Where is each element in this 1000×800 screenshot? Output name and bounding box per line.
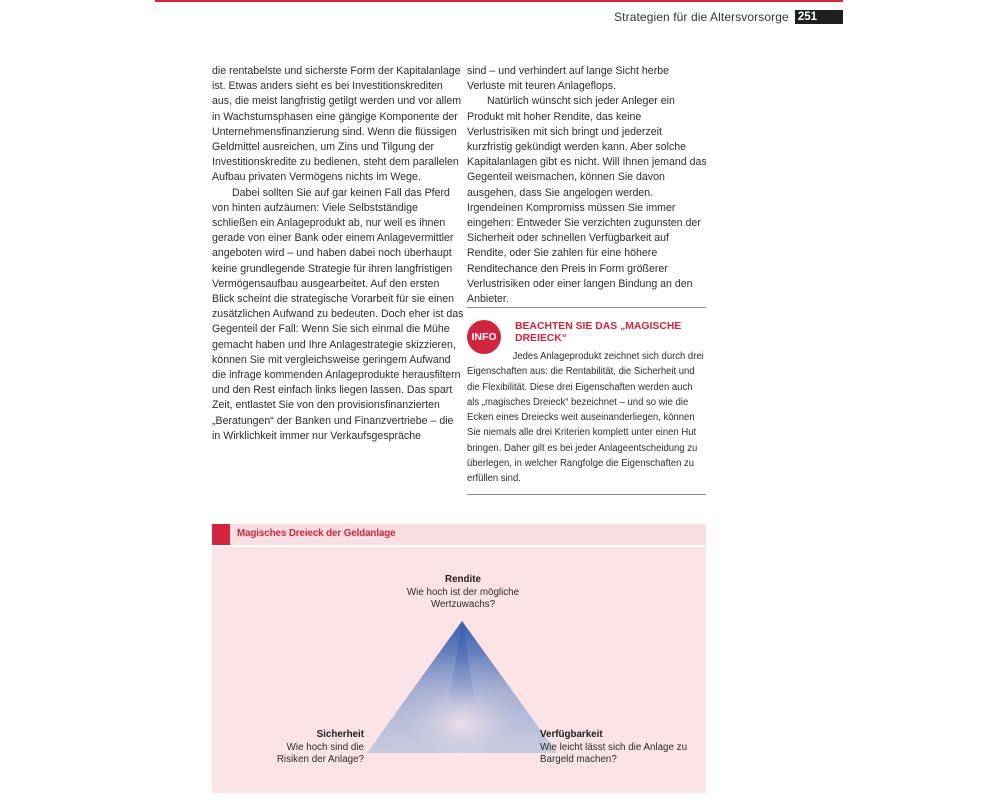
paragraph: sind – und verhindert auf lange Sicht herbe Verluste mit teuren Anlageflops. (467, 65, 670, 93)
vertex-label-sicherheit (252, 729, 364, 767)
running-head (614, 10, 843, 24)
vertex-title: Sicherheit (316, 729, 364, 740)
info-box (467, 307, 706, 495)
top-rule (155, 0, 843, 2)
vertex-label-rendite (388, 574, 538, 612)
info-badge: INFO (467, 320, 501, 354)
paragraph: die rentabelste und sicherste Form der Kapitalanlage ist. Etwas anders sieht es bei Investitionskrediten aus, die meist langfristig getilgt werden und vor allem in Wachstumsphasen eine gängige Komponente der Unternehmensfinanzierung sind. Wenn die flüssigen Geldmittel ausreichen, um Zins und Tilgung der Investitionskredite zu bedienen, steht dem parallelen Aufbau privaten Vermögens nichts im Wege. (212, 65, 462, 184)
figure-panel (212, 547, 706, 793)
vertex-title: Verfügbarkeit (540, 729, 603, 740)
vertex-question: Wie hoch sind die Risiken der Anlage? (276, 741, 364, 765)
vertex-question: Wie leicht lässt sich die Anlage zu Bargeld machen? (540, 741, 688, 765)
figure-title: Magisches Dreieck der Geldanlage (237, 528, 396, 539)
right-column (467, 64, 707, 307)
paragraph: Natürlich wünscht sich jeder Anleger ein Produkt mit hoher Rendite, das keine Verlustrisiken mit sich bringt und jederzeit kurzfristig gekündigt werden kann. Aber solche Kapitalanlagen gibt es nicht. Will Ihnen jemand das Gegenteil weismachen, können Sie davon ausgehen, dass Sie angelogen werden. Irgendeinen Kompromiss müssen Sie immer eingehen: Entweder Sie verzichten zugunsten der Sicherheit oder schnellen Verfügbarkeit auf Rendite, oder Sie zahlen für eine höhere Renditechance den Preis in Form größerer Verlustrisiken oder einer langen Bindung an den Anbieter. (467, 95, 707, 306)
paragraph: Dabei sollten Sie auf gar keinen Fall das Pferd von hinten aufzäumen: Viele Selbstständige schließen ein Anlageprodukt ab, nur weil es ihnen gerade von einer Bank oder einem Anlagevermittler angeboten wird – und haben dabei noch überhaupt keine grundlegende Strategie für ihren langfristigen Vermögensaufbau ausgearbeitet. Auf den ersten Blick scheint die strategische Vorarbeit für sie einen zusätzlichen Aufwand zu bedeuten. Doch eher ist das Gegenteil der Fall: Wenn Sie sich einmal die Mühe gemacht haben und Ihre Anlagestrategie skizzieren, können Sie mit vergleichsweise geringem Aufwand die infrage kommenden Anlageprodukte herausfiltern und den Rest einfach links liegen lassen. Das spart Zeit, entlastet Sie von den provisionsfinanzierten „Beratungen“ der Banken und Finanzvertriebe – die in Wirklichkeit immer nur Verkaufsgespräche (212, 186, 464, 442)
vertex-label-verfuegbarkeit (540, 729, 690, 767)
page-number: 251 (795, 10, 843, 24)
info-title: BEACHTEN SIE DAS „MAGISCHE DREIECK“ (515, 321, 682, 344)
vertex-title: Rendite (445, 574, 481, 585)
vertex-question: Wie hoch ist der mögliche Wertzuwachs? (406, 586, 520, 610)
left-column (212, 64, 464, 444)
figure-marker (212, 524, 230, 545)
info-body: Jedes Anlageprodukt zeichnet sich durch drei Eigenschaften aus: die Rentabilität, die Sicherheit und die Flexibilität. Diese drei Eigenschaften werden auch als „magisches Dreieck“ bezeichnet – und so wie die Ecken eines Dreiecks weit auseinanderliegen, können Sie niemals alle drei Kriterien komplett unter einen Hut bringen. Daher gilt es bei jeder Anlageentscheidung zu überlegen, in welcher Rangfolge die Eigenschaften zu erfüllen sind. (467, 351, 704, 485)
running-title: Strategien für die Altersvorsorge (614, 10, 789, 24)
figure-header (212, 524, 706, 545)
